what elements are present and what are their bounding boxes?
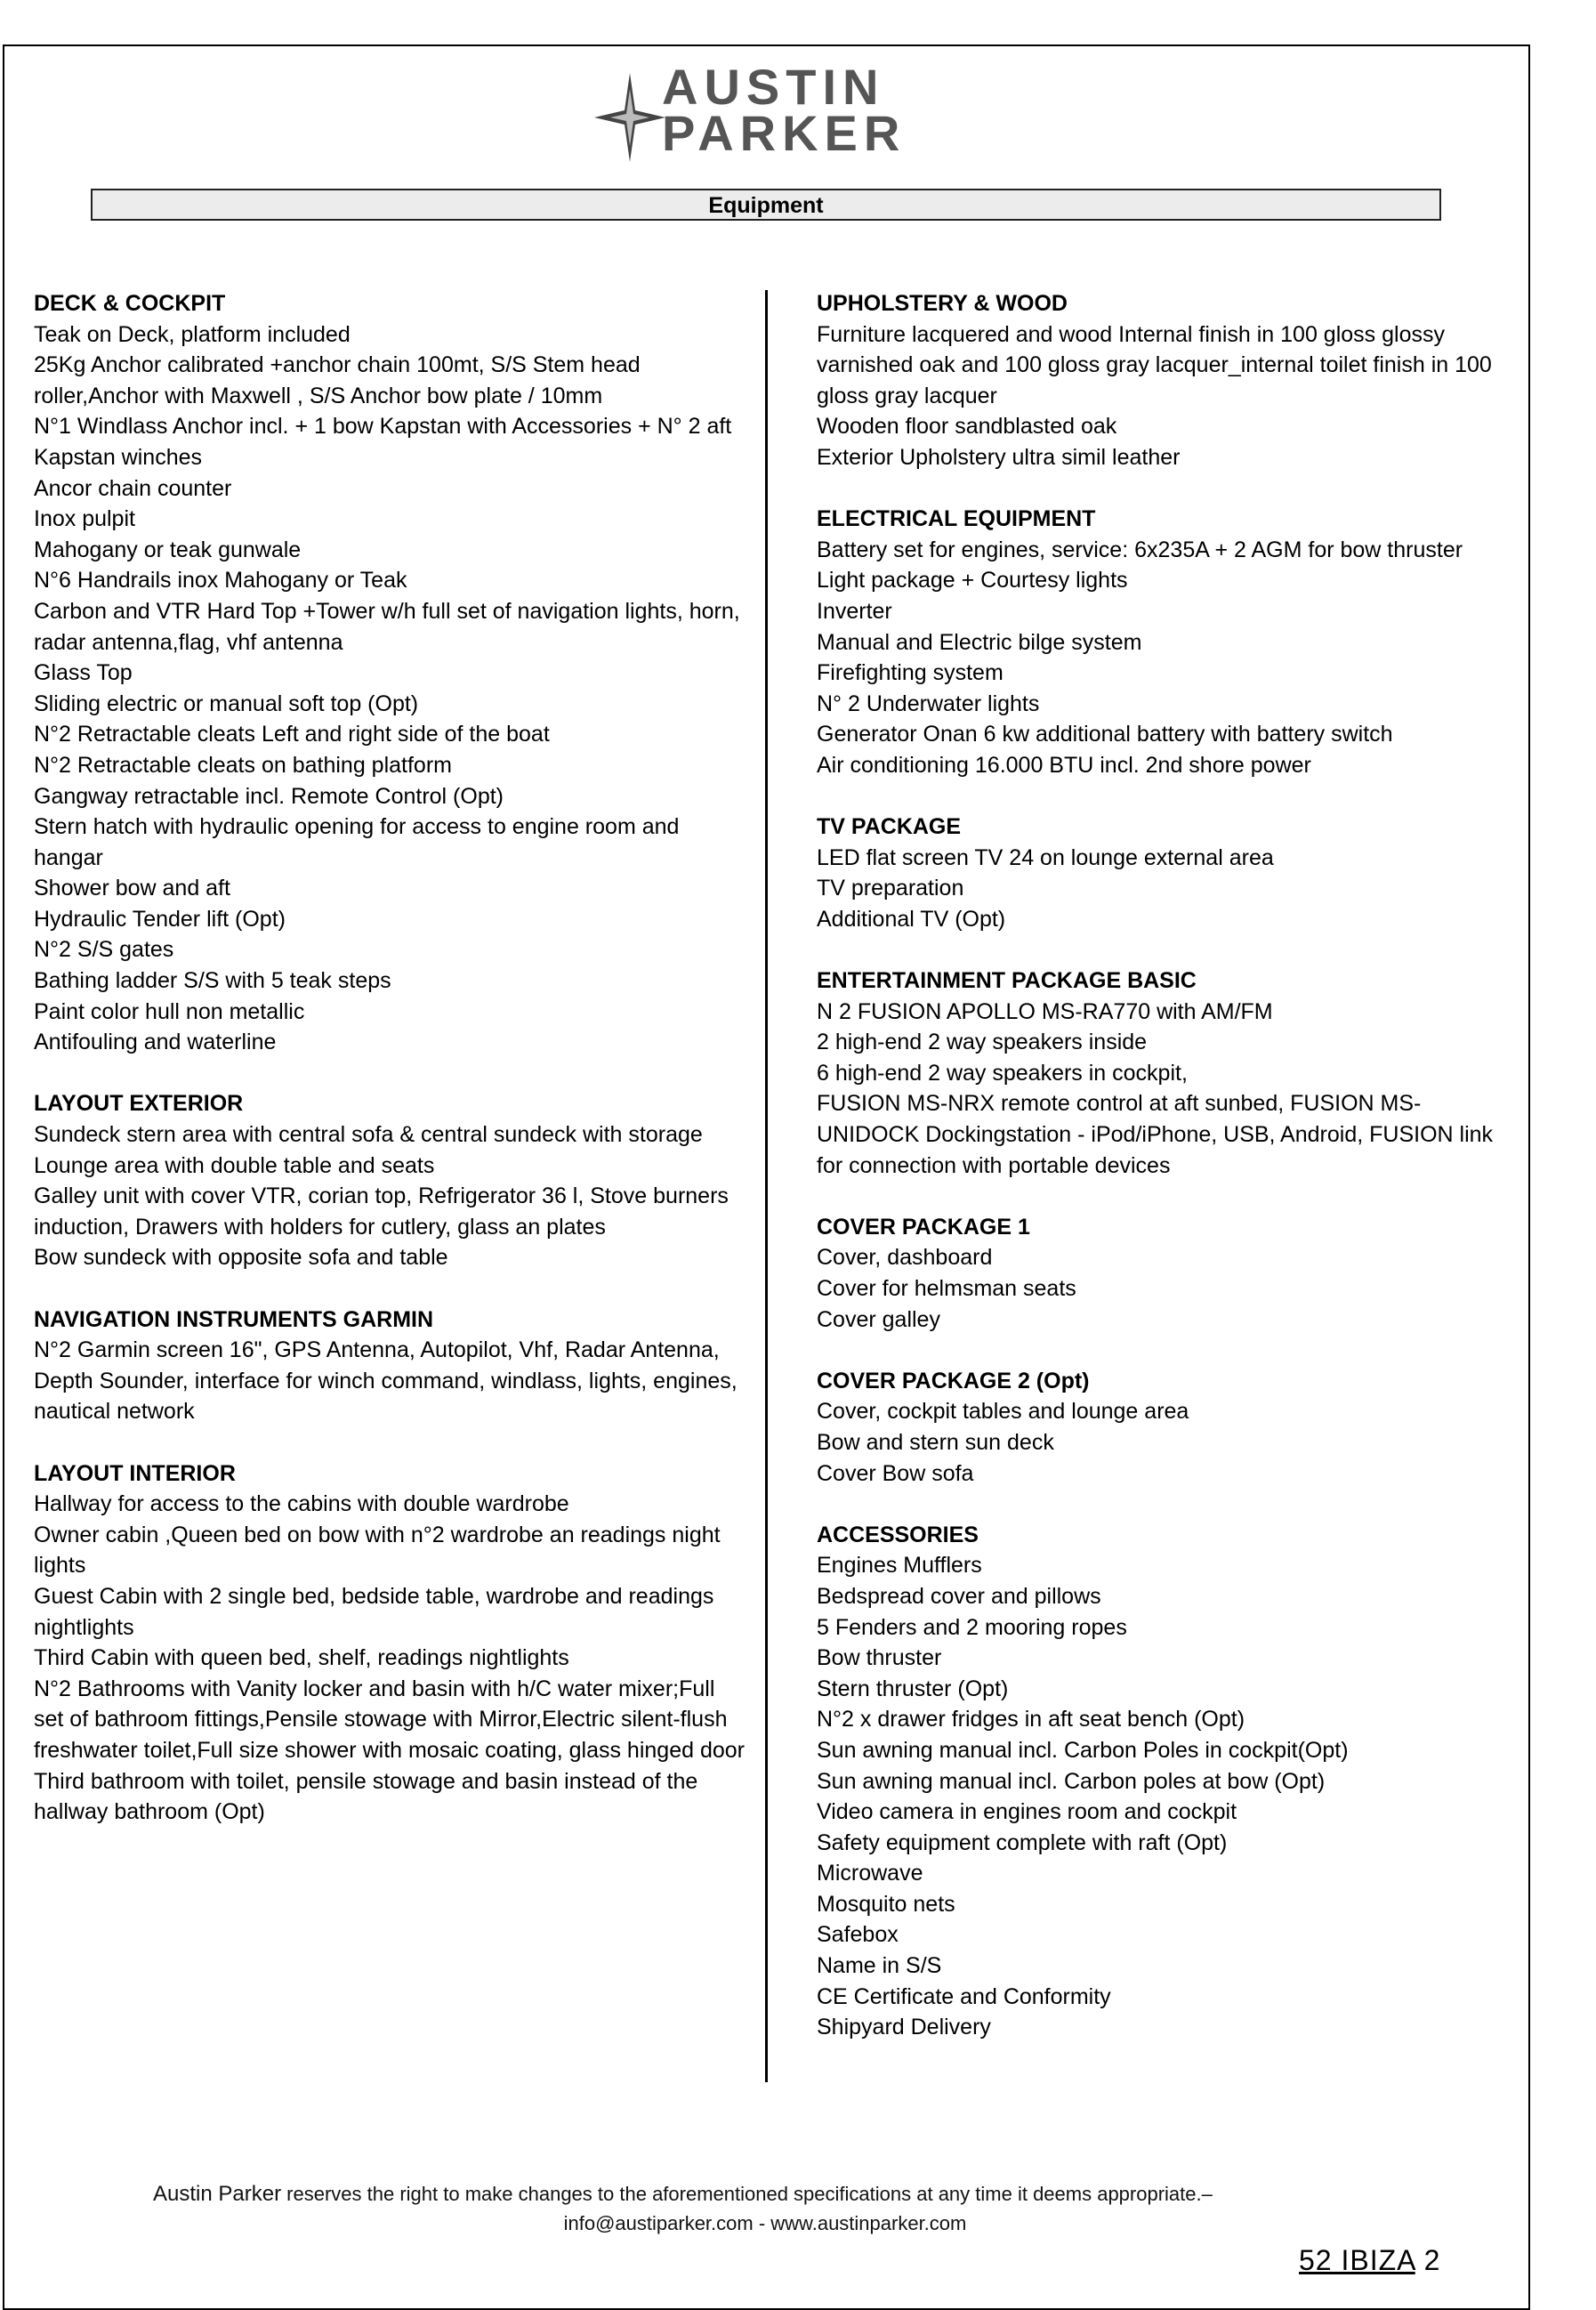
spec-line: Generator Onan 6 kw additional battery with battery switch — [817, 722, 1393, 747]
spec-line: Sliding electric or manual soft top (Opt) — [34, 691, 419, 716]
spec-line: CE Certificate and Conformity — [817, 1983, 1111, 2009]
spec-line: Shower bow and aft — [34, 876, 230, 901]
spec-line: Hallway for access to the cabins with double wardrobe — [34, 1491, 569, 1517]
section-title: DECK & COCKPIT — [34, 291, 226, 316]
left-column — [34, 288, 746, 1858]
page-number: 2 — [1423, 2244, 1441, 2276]
austin-parker-logo — [594, 59, 950, 161]
footer-brand: Austin Parker — [153, 2182, 282, 2206]
spec-line: 2 high-end 2 way speakers inside — [817, 1030, 1148, 1055]
spec-line: Inverter — [817, 598, 892, 624]
spec-line: Cover, dashboard — [817, 1245, 993, 1271]
section-title: ENTERTAINMENT PACKAGE BASIC — [817, 968, 1197, 994]
section-title: LAYOUT INTERIOR — [34, 1460, 236, 1486]
spec-line: N°2 S/S gates — [34, 937, 174, 963]
spec-line: Third Cabin with queen bed, shelf, readings nightlights — [34, 1645, 569, 1671]
spec-line: Safebox — [817, 1922, 899, 1948]
section-title: ACCESSORIES — [817, 1522, 979, 1547]
spec-line: Owner cabin ,Queen bed on bow with n°2 wardrobe an readings night lights — [34, 1522, 721, 1579]
spec-line: Glass Top — [34, 660, 133, 686]
section-title: COVER PACKAGE 1 — [817, 1214, 1030, 1240]
section — [34, 1458, 746, 1828]
spec-line: 25Kg Anchor calibrated +anchor chain 100mt, S/S Stem head roller,Anchor with Maxwell , S/S Anchor bow plate / 10mm — [34, 352, 641, 408]
spec-line: Hydraulic Tender lift (Opt) — [34, 906, 286, 932]
section-title: UPHOLSTERY & WOOD — [817, 291, 1068, 316]
spec-line: Cover, cockpit tables and lounge area — [817, 1399, 1189, 1425]
equipment-title-bar: Equipment — [91, 189, 1441, 221]
spec-line: N°2 Retractable cleats on bathing platform — [34, 752, 452, 778]
section — [817, 1366, 1519, 1489]
section-title: ELECTRICAL EQUIPMENT — [817, 506, 1096, 532]
logo-word-austin: AUSTIN — [662, 59, 885, 115]
section — [817, 288, 1519, 473]
spec-line: N°6 Handrails inox Mahogany or Teak — [34, 568, 407, 594]
section — [817, 504, 1519, 780]
spec-line: N 2 FUSION APOLLO MS-RA770 with AM/FM — [817, 998, 1273, 1024]
spec-line: Video camera in engines room and cockpit — [817, 1799, 1237, 1825]
spec-line: Sundeck stern area with central sofa & central sundeck with storage — [34, 1122, 703, 1148]
spec-line: Inox pulpit — [34, 506, 135, 532]
column-divider — [765, 290, 768, 2082]
spec-line: Stern hatch with hydraulic opening for access to engine room and hangar — [34, 814, 680, 870]
spec-line: Battery set for engines, service: 6x235A + 2 AGM for bow thruster — [817, 537, 1463, 562]
spec-line: Sun awning manual incl. Carbon Poles in cockpit(Opt) — [817, 1737, 1349, 1763]
spec-line: Lounge area with double table and seats — [34, 1152, 435, 1178]
spec-line: N°2 Bathrooms with Vanity locker and basin with h/C water mixer;Full set of bathroom fittings,Pensile stowage with Mirror,Electric silent-flush freshwater toilet,Full size shower with mosaic coating, glass hinged door — [34, 1676, 745, 1763]
right-column — [817, 288, 1519, 2073]
section — [34, 1088, 746, 1273]
star-logo-icon — [594, 73, 665, 162]
footer-contact: info@austiparker.com - www.austinparker.com — [563, 2212, 967, 2234]
section-title: TV PACKAGE — [817, 814, 962, 840]
spec-line: N°2 x drawer fridges in aft seat bench (Opt) — [817, 1707, 1245, 1732]
spec-line: Bow and stern sun deck — [817, 1429, 1054, 1455]
section — [817, 965, 1519, 1181]
spec-line: Microwave — [817, 1861, 923, 1886]
section — [34, 288, 746, 1058]
spec-line: Exterior Upholstery ultra simil leather — [817, 444, 1181, 470]
section-title: NAVIGATION INSTRUMENTS GARMIN — [34, 1306, 434, 1332]
spec-line: Furniture lacquered and wood Internal finish in 100 gloss glossy varnished oak and 100 gloss gray lacquer_internal toilet finish in 100 gloss gray lacquer — [817, 321, 1492, 408]
spec-line: Gangway retractable incl. Remote Control (Opt) — [34, 783, 504, 809]
page-identifier — [1299, 2244, 1440, 2277]
spec-line: Bow thruster — [817, 1645, 942, 1671]
spec-line: Light package + Courtesy lights — [817, 568, 1128, 594]
spec-line: Mahogany or teak gunwale — [34, 537, 302, 562]
spec-line: Cover for helmsman seats — [817, 1276, 1076, 1301]
spec-line: 5 Fenders and 2 mooring ropes — [817, 1614, 1127, 1640]
model-name: 52 IBIZA — [1299, 2244, 1415, 2276]
spec-line: Safety equipment complete with raft (Opt) — [817, 1829, 1228, 1855]
spec-line: Engines Mufflers — [817, 1553, 982, 1579]
spec-line: Galley unit with cover VTR, corian top, Refrigerator 36 l, Stove burners induction, Drawers with holders for cutlery, glass an plates — [34, 1183, 729, 1240]
spec-line: Firefighting system — [817, 660, 1004, 686]
spec-line: Additional TV (Opt) — [817, 906, 1006, 932]
section — [817, 1520, 1519, 2043]
spec-line: Air conditioning 16.000 BTU incl. 2nd shore power — [817, 752, 1311, 778]
spec-line: Name in S/S — [817, 1953, 942, 1979]
spec-line: Manual and Electric bilge system — [817, 629, 1142, 655]
spec-line: Mosquito nets — [817, 1891, 955, 1917]
spec-line: Bathing ladder S/S with 5 teak steps — [34, 968, 391, 994]
spec-line: Cover galley — [817, 1306, 940, 1332]
spec-line: Antifouling and waterline — [34, 1030, 277, 1055]
section — [34, 1304, 746, 1427]
spec-line: Cover Bow sofa — [817, 1460, 974, 1486]
section-title: LAYOUT EXTERIOR — [34, 1091, 244, 1117]
section-title: COVER PACKAGE 2 (Opt) — [817, 1368, 1090, 1393]
spec-line: Ancor chain counter — [34, 475, 232, 501]
spec-line: Teak on Deck, platform included — [34, 321, 351, 347]
spec-line: Bow sundeck with opposite sofa and table — [34, 1245, 448, 1271]
spec-line: 6 high-end 2 way speakers in cockpit, — [817, 1060, 1188, 1086]
spec-line: N° 2 Underwater lights — [817, 691, 1040, 716]
spec-line: Sun awning manual incl. Carbon poles at bow (Opt) — [817, 1768, 1326, 1794]
section — [817, 812, 1519, 934]
spec-line: Paint color hull non metallic — [34, 998, 305, 1024]
spec-line: Stern thruster (Opt) — [817, 1676, 1009, 1701]
spec-line: Shipyard Delivery — [817, 2015, 991, 2040]
spec-line: N°2 Garmin screen 16", GPS Antenna, Autopilot, Vhf, Radar Antenna, Depth Sounder, interface for winch command, windlass, lights, engines, nautical network — [34, 1337, 738, 1425]
footer-disclaimer-text: reserves the right to make changes to the aforementioned specifications at any time it deems appropriate.– — [281, 2183, 1213, 2205]
spec-line: Bedspread cover and pillows — [817, 1583, 1101, 1609]
footer-disclaimer — [153, 2182, 1213, 2207]
spec-line: FUSION MS-NRX remote control at aft sunbed, FUSION MS-UNIDOCK Dockingstation - iPod/iPhone, USB, Android, FUSION link for connection with portable devices — [817, 1091, 1494, 1178]
spec-line: Wooden floor sandblasted oak — [817, 414, 1117, 440]
spec-line: Carbon and VTR Hard Top +Tower w/h full set of navigation lights, horn, radar antenna,flag, vhf antenna — [34, 598, 740, 655]
spec-line: Guest Cabin with 2 single bed, bedside table, wardrobe and readings nightlights — [34, 1583, 714, 1640]
spec-line: TV preparation — [817, 876, 964, 901]
spec-line: Third bathroom with toilet, pensile stowage and basin instead of the hallway bathroom (Opt) — [34, 1768, 698, 1825]
spec-line: N°1 Windlass Anchor incl. + 1 bow Kapstan with Accessories + N° 2 aft Kapstan winches — [34, 414, 732, 470]
spec-line: N°2 Retractable cleats Left and right side of the boat — [34, 722, 550, 747]
section — [817, 1212, 1519, 1335]
logo-word-parker: PARKER — [662, 105, 907, 161]
spec-line: LED flat screen TV 24 on lounge external area — [817, 844, 1274, 870]
